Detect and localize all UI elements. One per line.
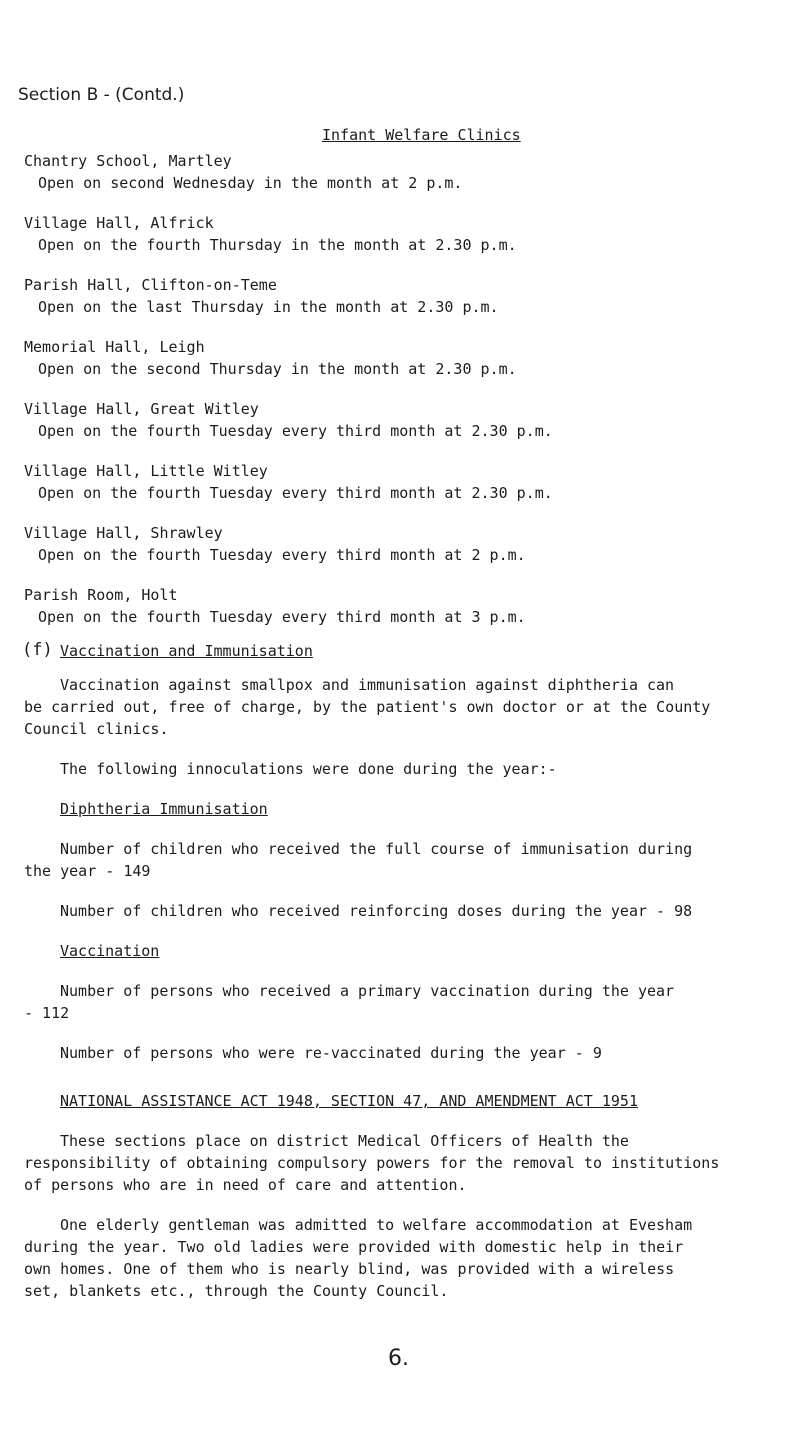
national-assistance-title: NATIONAL ASSISTANCE ACT 1948, SECTION 47, AND AMENDMENT ACT 1951 [60,1092,638,1110]
inoculations-line: The following innoculations were done during the year:- [60,760,557,778]
clinic-hours: Open on the fourth Thursday in the month at 2.30 p.m. [38,236,517,254]
section-heading: Section B - (Contd.) [18,85,185,105]
clinic-name: Village Hall, Alfrick [24,214,214,232]
clinic-name: Village Hall, Shrawley [24,524,223,542]
clinic-hours: Open on the second Thursday in the month at 2.30 p.m. [38,360,517,378]
diphtheria-full-line: the year - 149 [24,862,151,880]
paragraph-line: One elderly gentleman was admitted to welfare accommodation at Evesham [60,1216,693,1234]
clinic-hours: Open on second Wednesday in the month at 2 p.m. [38,174,463,192]
intro-line: Council clinics. [24,720,169,738]
diphtheria-reinforcing: Number of children who received reinforcing doses during the year - 98 [60,902,693,920]
paragraph-line: These sections place on district Medical Officers of Health the [60,1132,629,1150]
intro-line: Vaccination against smallpox and immunisation against diphtheria can [60,676,675,694]
diphtheria-full-line: Number of children who received the full course of immunisation during [60,840,693,858]
intro-line: be carried out, free of charge, by the patient's own doctor or at the County [24,698,711,716]
paragraph-line: during the year. Two old ladies were provided with domestic help in their [24,1238,684,1256]
clinic-hours: Open on the fourth Tuesday every third month at 2.30 p.m. [38,484,553,502]
clinic-name: Parish Hall, Clifton-on-Teme [24,276,277,294]
paragraph-line: set, blankets etc., through the County Council. [24,1282,449,1300]
clinic-name: Chantry School, Martley [24,152,232,170]
clinic-hours: Open on the last Thursday in the month at 2.30 p.m. [38,298,499,316]
infant-welfare-title: Infant Welfare Clinics [322,126,521,144]
clinic-hours: Open on the fourth Tuesday every third month at 3 p.m. [38,608,526,626]
clinic-name: Village Hall, Little Witley [24,462,268,480]
paragraph-line: responsibility of obtaining compulsory powers for the removal to institutions [24,1154,720,1172]
paragraph-line: of persons who are in need of care and attention. [24,1176,467,1194]
page-number: 6. [388,1346,409,1371]
section-label: (f) [22,640,53,660]
clinic-hours: Open on the fourth Tuesday every third month at 2.30 p.m. [38,422,553,440]
vaccination-title: Vaccination and Immunisation [60,642,313,660]
vaccination-subtitle: Vaccination [60,942,160,960]
clinic-hours: Open on the fourth Tuesday every third month at 2 p.m. [38,546,526,564]
primary-line: Number of persons who received a primary vaccination during the year [60,982,675,1000]
clinic-name: Parish Room, Holt [24,586,178,604]
diphtheria-title: Diphtheria Immunisation [60,800,268,818]
primary-line: - 112 [24,1004,70,1022]
paragraph-line: own homes. One of them who is nearly blind, was provided with a wireless [24,1260,675,1278]
clinic-name: Memorial Hall, Leigh [24,338,205,356]
revaccinated-line: Number of persons who were re-vaccinated during the year - 9 [60,1044,602,1062]
clinic-name: Village Hall, Great Witley [24,400,259,418]
